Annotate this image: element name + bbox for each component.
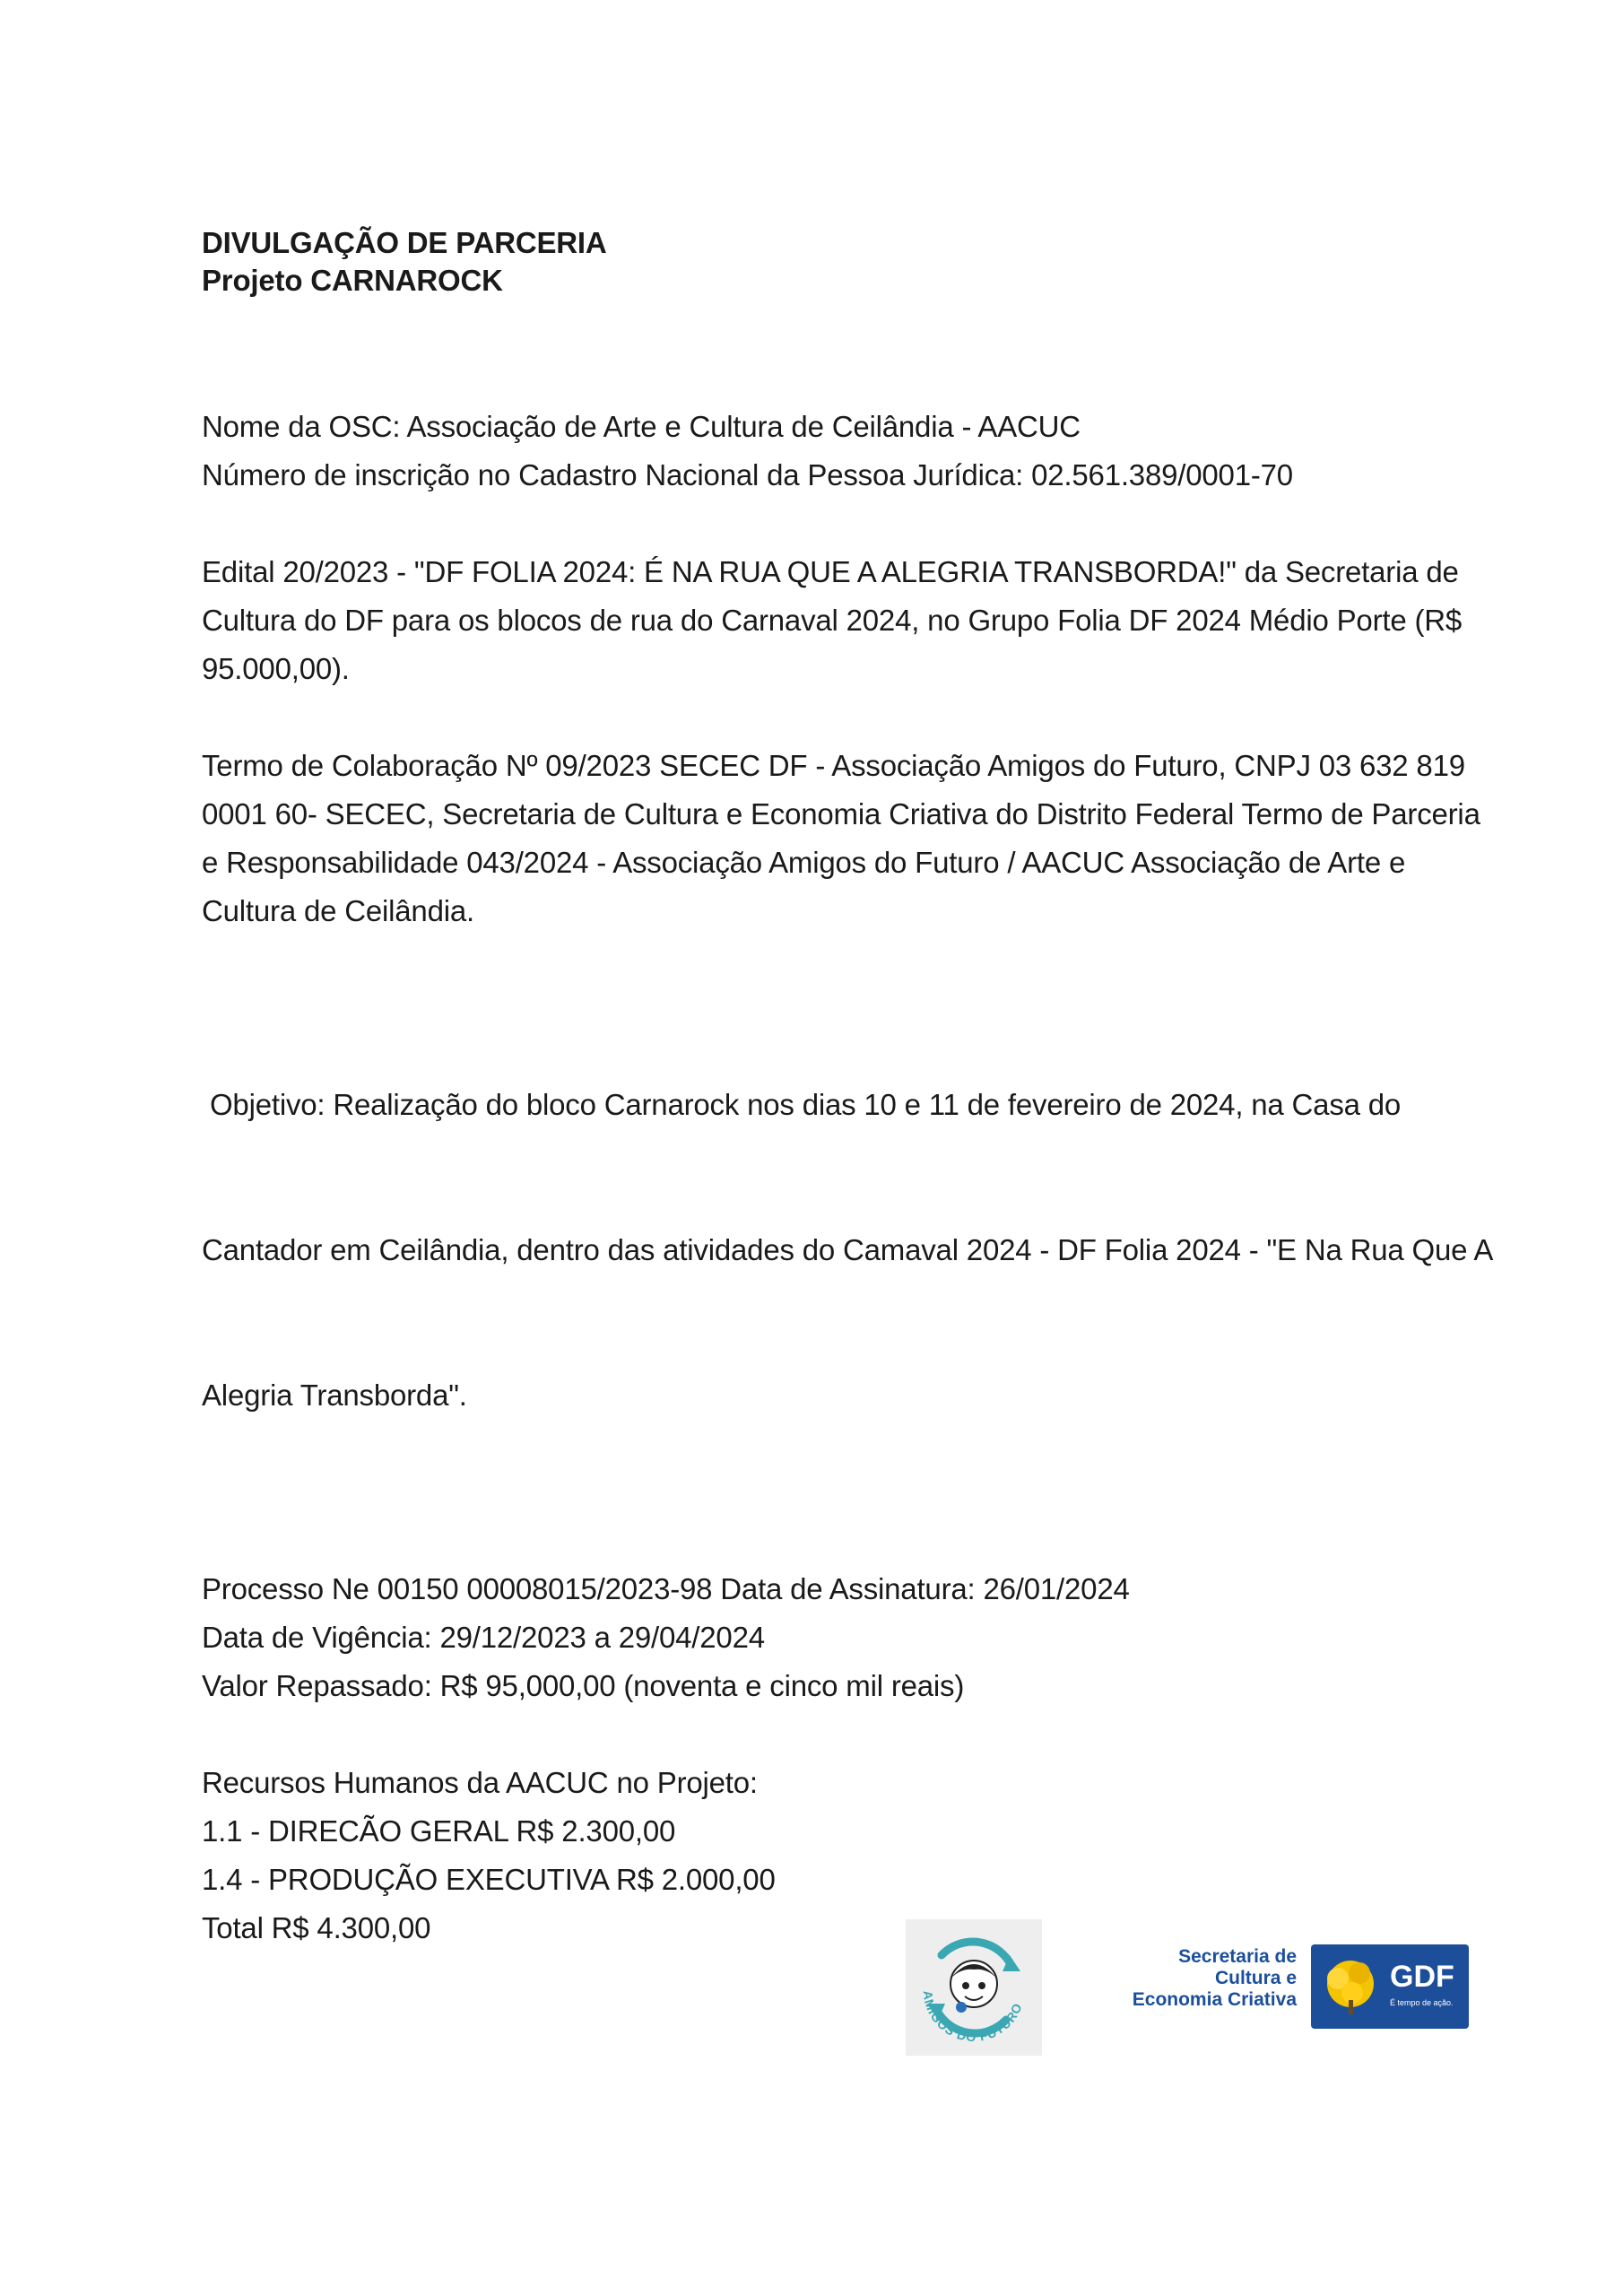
recursos-section [202,1759,1493,1952]
osc-section [202,403,1493,500]
title-line-2: Projeto CARNAROCK [202,264,503,297]
title-line-1: DIVULGAÇÃO DE PARCERIA [202,226,607,259]
recursos-item-1: 1.1 - DIRECÃO GERAL R$ 2.300,00 [202,1814,676,1848]
processo-line-2: Data de Vigência: 29/12/2023 a 29/04/2024 [202,1621,765,1654]
secretaria-line-3: Economia Criativa [1132,1989,1297,2010]
document-body [202,224,1493,1952]
osc-name: Nome da OSC: Associação de Arte e Cultura de Ceilândia - AACUC [202,410,1081,443]
objetivo-section [202,984,1493,1517]
recursos-total: Total R$ 4.300,00 [202,1911,431,1944]
gdf-text: GDF [1390,1960,1454,1994]
objetivo-line-1: Objetivo: Realização do bloco Carnarock nos dias 10 e 11 de fevereiro de 2024, na Casa do [202,1088,1402,1121]
objetivo-line-3: Alegria Transborda". [202,1378,467,1412]
termo-section [202,742,1493,935]
recursos-title: Recursos Humanos da AACUC no Projeto: [202,1766,758,1799]
secretaria-line-2: Cultura e [1214,1968,1297,1988]
termo-line-4: Cultura de Ceilândia. [202,894,474,927]
gdf-slogan: É tempo de ação. [1390,1998,1454,2007]
amigos-logo-graphic [906,1919,1042,2056]
processo-line-3: Valor Repassado: R$ 95,000,00 (noventa e cinco mil reais) [202,1669,965,1702]
document-title [202,224,1493,300]
amigos-logo-text: AMIGOS DO FUTURO [920,1989,1025,2045]
amigos-do-futuro-logo [906,1919,1042,2056]
edital-line-1: Edital 20/2023 - "DF FOLIA 2024: É NA RUA QUE A ALEGRIA TRANSBORDA!" da Secretaria de [202,555,1459,588]
edital-line-3: 95.000,00). [202,652,350,685]
edital-section [202,548,1493,693]
recursos-item-2: 1.4 - PRODUÇÃO EXECUTIVA R$ 2.000,00 [202,1863,776,1896]
processo-section [202,1565,1493,1710]
objetivo-line-2: Cantador em Ceilândia, dentro das atividades do Camaval 2024 - DF Folia 2024 - "E Na Rua Que A [202,1233,1494,1266]
termo-line-3: e Responsabilidade 043/2024 - Associação Amigos do Futuro / AACUC Associação de Arte e [202,846,1406,879]
termo-line-2: 0001 60- SECEC, Secretaria de Cultura e Economia Criativa do Distrito Federal Termo de Parceria [202,797,1480,831]
edital-line-2: Cultura do DF para os blocos de rua do Carnaval 2024, no Grupo Folia DF 2024 Médio Porte (R$ [202,604,1463,637]
secretaria-line-1: Secretaria de [1178,1946,1297,1967]
secretaria-cultura-logo [1101,1946,1297,2027]
termo-line-1: Termo de Colaboração Nº 09/2023 SECEC DF - Associação Amigos do Futuro, CNPJ 03 632 819 [202,749,1465,782]
processo-line-1: Processo Ne 00150 00008015/2023-98 Data de Assinatura: 26/01/2024 [202,1572,1130,1605]
osc-cnpj: Número de inscrição no Cadastro Nacional da Pessoa Jurídica: 02.561.389/0001-70 [202,458,1293,491]
gdf-logo [1311,1944,1469,2029]
